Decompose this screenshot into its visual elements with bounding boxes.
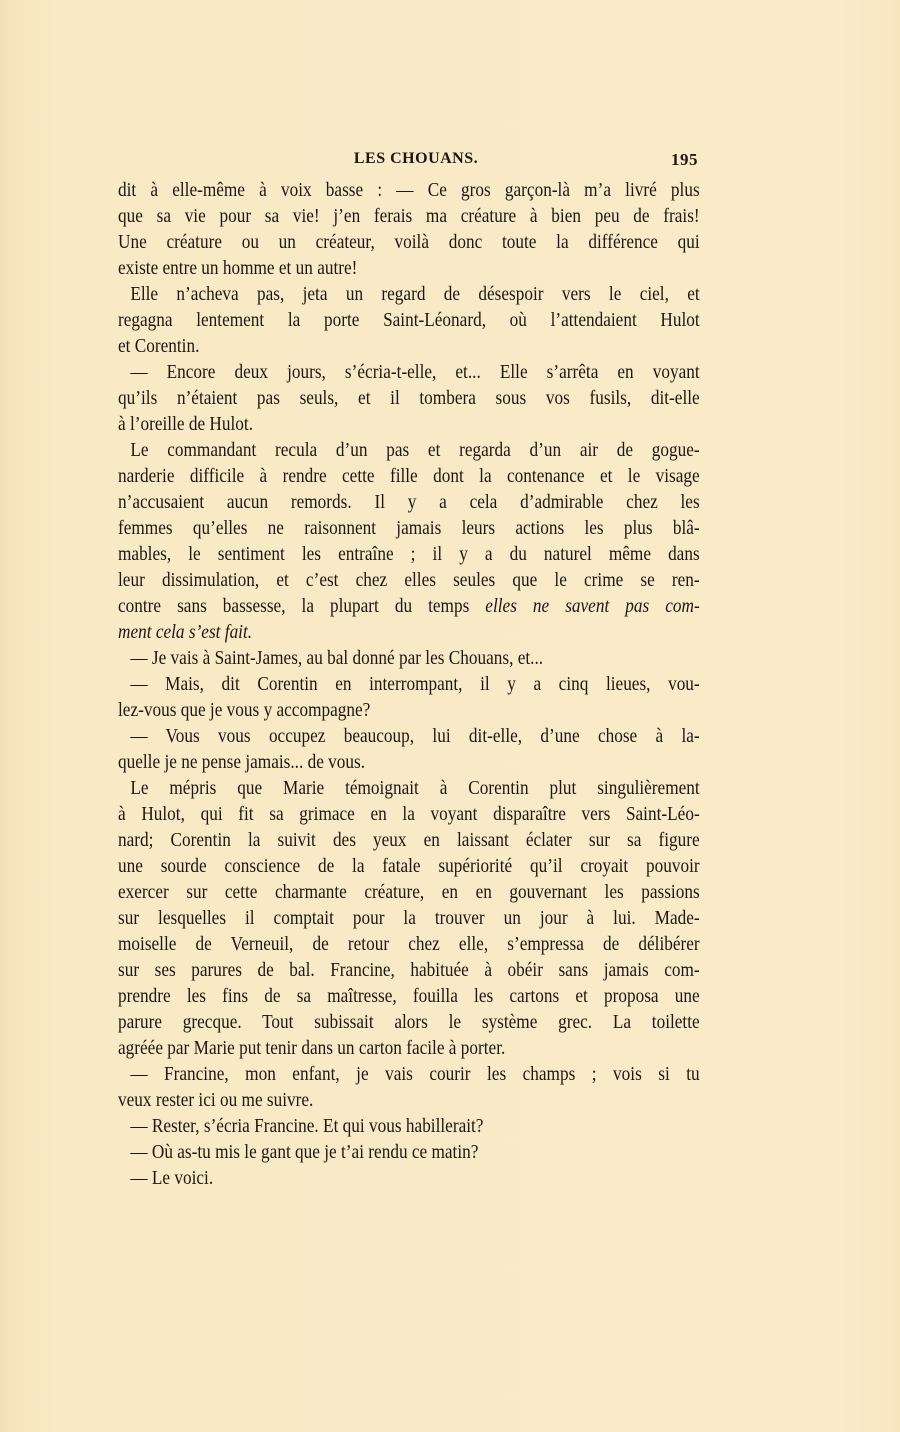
text-line-content: prendre les fins de sa maîtresse, fouilla les cartons et proposa une [118,986,700,1007]
text-line [118,282,700,308]
text-line [118,256,700,282]
text-line [118,230,700,256]
text-line [118,1166,700,1192]
text-line-content: — Francine, mon enfant, je vais courir les champs ; vois si tu [130,1064,700,1085]
text-line [118,906,700,932]
text-line-content: existe entre un homme et un autre! [118,258,358,279]
text-line [118,568,700,594]
text-line [118,1114,700,1140]
text-line-content: sur ses parures de bal. Francine, habituée à obéir sans jamais com- [118,960,700,981]
text-line-content: — Je vais à Saint-James, au bal donné par les Chouans, et... [130,648,544,669]
text-line [118,516,700,542]
text-line [118,672,700,698]
running-head [118,150,700,174]
text-line [118,490,700,516]
text-line [118,620,700,646]
text-line-content: à Hulot, qui fit sa grimace en la voyant disparaître vers Saint-Léo- [118,804,700,825]
text-line-content: femmes qu’elles ne raisonnent jamais leurs actions les plus blâ- [118,518,700,539]
text-line-content: n’accusaient aucun remords. Il y a cela d’admirable chez les [118,492,700,513]
text-line [118,1036,700,1062]
text-line-content: nard; Corentin la suivit des yeux en laissant éclater sur sa figure [118,830,700,851]
text-line-content: quelle je ne pense jamais... de vous. [118,752,366,773]
text-line-content: — Rester, s’écria Francine. Et qui vous habillerait? [130,1116,484,1137]
text-line-content: Une créature ou un créateur, voilà donc toute la différence qui [118,232,700,253]
text-line-content: une sourde conscience de la fatale supériorité qu’il croyait pouvoir [118,856,700,877]
text-line-content: Le commandant recula d’un pas et regarda d’un air de gogue- [130,440,700,461]
text-line-content: veux rester ici ou me suivre. [118,1090,314,1111]
text-line-content: qu’ils n’étaient pas seuls, et il tombera sous vos fusils, dit-elle [118,388,700,409]
text-line [118,698,700,724]
italic-text: ment cela s’est fait. [118,622,253,643]
text-line-content: regagna lentement la porte Saint-Léonard, où l’attendaient Hulot [118,310,700,331]
text-line [118,178,700,204]
text-line [118,360,700,386]
text-line [118,802,700,828]
text-line-content: narderie difficile à rendre cette fille dont la contenance et le visage [118,466,700,487]
text-line [118,750,700,776]
text-line [118,542,700,568]
text-line-content: — Le voici. [130,1168,214,1189]
text-line [118,1010,700,1036]
text-line [118,776,700,802]
book-page [118,150,700,1192]
running-head-title: LES CHOUANS. [353,150,479,167]
text-line-content: sur lesquelles il comptait pour la trouver un jour à lui. Made- [118,908,700,929]
text-line-content: moiselle de Verneuil, de retour chez elle, s’empressa de délibérer [118,934,700,955]
text-line-content: dit à elle-même à voix basse : — Ce gros garçon-là m’a livré plus [118,180,700,201]
text-line-content: que sa vie pour sa vie! j’en ferais ma créature à bien peu de frais! [118,206,700,227]
text-line [118,1062,700,1088]
text-line-content: Elle n’acheva pas, jeta un regard de désespoir vers le ciel, et [130,284,700,305]
text-line [118,984,700,1010]
text-line-content: mables, le sentiment les entraîne ; il y a du naturel même dans [118,544,700,565]
body-text [118,178,700,1192]
text-line [118,646,700,672]
text-line-content: — Encore deux jours, s’écria-t-elle, et... Elle s’arrêta en voyant [130,362,700,383]
text-line [118,724,700,750]
text-line [118,1088,700,1114]
text-line-content: — Vous vous occupez beaucoup, lui dit-elle, d’une chose à la- [130,726,700,747]
text-line [118,438,700,464]
text-line [118,334,700,360]
text-line [118,386,700,412]
text-line [118,594,700,620]
text-line [118,932,700,958]
text-line [118,308,700,334]
text-line-content: — Mais, dit Corentin en interrompant, il y a cinq lieues, vou- [130,674,700,695]
page-number: 195 [671,150,698,169]
text-line [118,204,700,230]
text-line [118,880,700,906]
text-line [118,412,700,438]
text-line-content: et Corentin. [118,336,200,357]
text-line [118,1140,700,1166]
text-line-content: agréée par Marie put tenir dans un carton facile à porter. [118,1038,506,1059]
text-line-content: leur dissimulation, et c’est chez elles seules que le crime se ren- [118,570,700,591]
text-line-content: — Où as-tu mis le gant que je t’ai rendu ce matin? [130,1142,479,1163]
text-line [118,854,700,880]
text-line [118,464,700,490]
text-line-content: Le mépris que Marie témoignait à Corentin plut singulièrement [130,778,700,799]
text-line-content: lez-vous que je vous y accompagne? [118,700,371,721]
text-line-content: exercer sur cette charmante créature, en en gouvernant les passions [118,882,700,903]
text-line-content: parure grecque. Tout subissait alors le système grec. La toilette [118,1012,700,1033]
text-line [118,828,700,854]
text-line [118,958,700,984]
italic-text: elles ne savent pas com- [485,596,700,617]
text-line-content: contre sans bassesse, la plupart du temps [118,596,470,617]
text-line-content: à l’oreille de Hulot. [118,414,254,435]
